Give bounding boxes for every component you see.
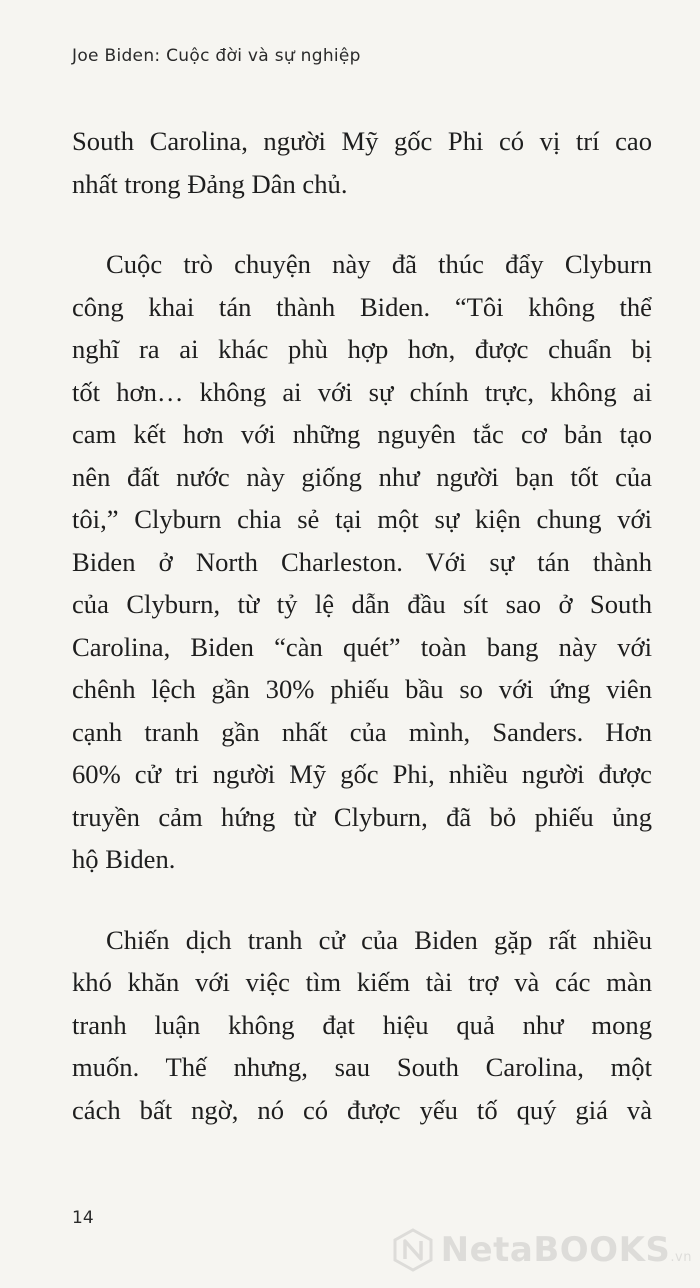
watermark-brand bbox=[441, 1230, 692, 1270]
watermark bbox=[391, 1228, 692, 1272]
text-line: nghĩ ra ai khác phù hợp hơn, được chuẩn bị bbox=[72, 334, 652, 364]
text-line: tôi,” Clyburn chia sẻ tại một sự kiện chung với bbox=[72, 504, 652, 534]
text-line: Biden ở North Charleston. Với sự tán thành bbox=[72, 546, 652, 577]
paragraph-1 bbox=[72, 120, 652, 205]
text-line: Cuộc trò chuyện này đã thúc đẩy Clyburn bbox=[106, 249, 652, 279]
text-line: 60% cử tri người Mỹ gốc Phi, nhiều người được bbox=[72, 759, 652, 789]
text-line: tốt hơn… không ai với sự chính trực, không ai bbox=[72, 376, 652, 407]
text-line: nhất trong Đảng Dân chủ. bbox=[72, 168, 348, 199]
watermark-brand-text: NetaBOOKS bbox=[440, 1230, 671, 1270]
text-line: muốn. Thế nhưng, sau South Carolina, một bbox=[72, 1052, 652, 1082]
text-line: South Carolina, người Mỹ gốc Phi có vị trí cao bbox=[72, 126, 652, 156]
text-line: hộ Biden. bbox=[72, 844, 176, 874]
text-line: cam kết hơn với những nguyên tắc cơ bản tạo bbox=[72, 419, 652, 449]
text-line: Chiến dịch tranh cử của Biden gặp rất nhiều bbox=[106, 924, 652, 955]
page-number: 14 bbox=[72, 1208, 94, 1228]
running-header: Joe Biden: Cuộc đời và sự nghiệp bbox=[72, 46, 361, 66]
text-line: công khai tán thành Biden. “Tôi không thể bbox=[72, 291, 652, 322]
paragraph-3 bbox=[72, 919, 652, 1132]
text-line: cách bất ngờ, nó có được yếu tố quý giá và bbox=[72, 1094, 652, 1125]
watermark-suffix: .vn bbox=[670, 1250, 692, 1265]
text-line: nên đất nước này giống như người bạn tốt của bbox=[72, 461, 652, 492]
text-line: cạnh tranh gần nhất của mình, Sanders. Hơn bbox=[72, 716, 652, 747]
paragraph-2 bbox=[72, 243, 652, 881]
text-line: truyền cảm hứng từ Clyburn, đã bỏ phiếu ủng bbox=[72, 801, 652, 832]
hexagon-n-logo-icon bbox=[391, 1228, 435, 1272]
text-line: chênh lệch gần 30% phiếu bầu so với ứng viên bbox=[72, 674, 652, 704]
text-line: tranh luận không đạt hiệu quả như mong bbox=[72, 1009, 652, 1040]
text-line: Carolina, Biden “càn quét” toàn bang này với bbox=[72, 631, 652, 662]
text-line: khó khăn với việc tìm kiếm tài trợ và các màn bbox=[72, 967, 652, 997]
text-line: của Clyburn, từ tỷ lệ dẫn đầu sít sao ở South bbox=[72, 589, 652, 619]
body-text bbox=[72, 120, 652, 1131]
